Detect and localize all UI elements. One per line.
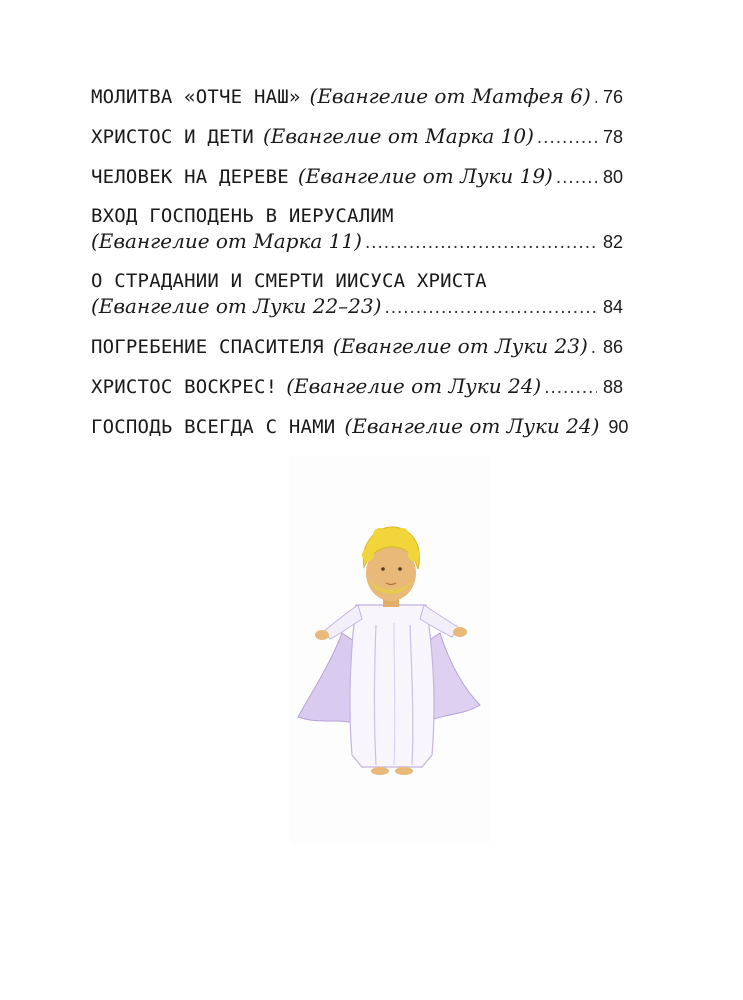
toc-entry[interactable] — [91, 414, 629, 440]
toc-entry-source: (Евангелие от Луки 19) — [297, 164, 553, 188]
toc-entry-source: (Евангелие от Луки 23) — [332, 334, 588, 358]
leader-dots — [384, 295, 597, 320]
table-of-contents — [91, 84, 629, 454]
toc-entry[interactable] — [91, 124, 623, 150]
toc-entry-page: 90 — [608, 417, 629, 437]
toc-entry-title: МОЛИТВА «ОТЧЕ НАШ» — [91, 86, 301, 108]
toc-entry-page: 78 — [602, 127, 623, 147]
christ-figure-image — [290, 455, 490, 845]
toc-entry-source: (Евангелие от Матфея 6) — [309, 84, 591, 108]
toc-entry-page: 86 — [602, 337, 623, 357]
toc-entry[interactable] — [91, 374, 623, 400]
toc-entry-page: 88 — [602, 377, 623, 397]
illustration-risen-christ — [290, 455, 490, 845]
toc-entry-page: 84 — [602, 297, 623, 317]
toc-entry[interactable] — [91, 334, 623, 360]
toc-entry-page: 80 — [602, 167, 623, 187]
toc-entry-title: ВХОД ГОСПОДЕНЬ В ИЕРУСАЛИМ — [91, 205, 394, 227]
leader-dots — [556, 165, 597, 190]
leader-dots — [594, 85, 597, 110]
toc-entry[interactable] — [91, 84, 623, 110]
toc-entry-page: 82 — [602, 232, 623, 252]
leader-dots — [591, 335, 597, 360]
leader-dots — [544, 375, 597, 400]
toc-entry[interactable] — [91, 164, 623, 190]
leader-dots — [365, 230, 597, 255]
toc-entry[interactable] — [91, 269, 623, 320]
toc-entry-source: (Евангелие от Луки 22–23) — [91, 294, 382, 318]
toc-entry-title: ПОГРЕБЕНИЕ СПАСИТЕЛЯ — [91, 336, 324, 358]
toc-entry-title: ХРИСТОС И ДЕТИ — [91, 126, 254, 148]
toc-entry-title: О СТРАДАНИИ И СМЕРТИ ИИСУСА ХРИСТА — [91, 270, 487, 292]
toc-entry-title: ГОСПОДЬ ВСЕГДА С НАМИ — [91, 416, 336, 438]
toc-entry-title: ХРИСТОС ВОСКРЕС! — [91, 376, 278, 398]
toc-entry-page: 76 — [602, 87, 623, 107]
toc-entry[interactable] — [91, 204, 623, 255]
toc-entry-source: (Евангелие от Марка 10) — [262, 124, 534, 148]
toc-entry-title: ЧЕЛОВЕК НА ДЕРЕВЕ — [91, 166, 289, 188]
leader-dots — [537, 125, 597, 150]
toc-entry-source: (Евангелие от Марка 11) — [91, 229, 362, 253]
toc-entry-source: (Евангелие от Луки 24) — [344, 414, 600, 438]
toc-entry-source: (Евангелие от Луки 24) — [286, 374, 542, 398]
